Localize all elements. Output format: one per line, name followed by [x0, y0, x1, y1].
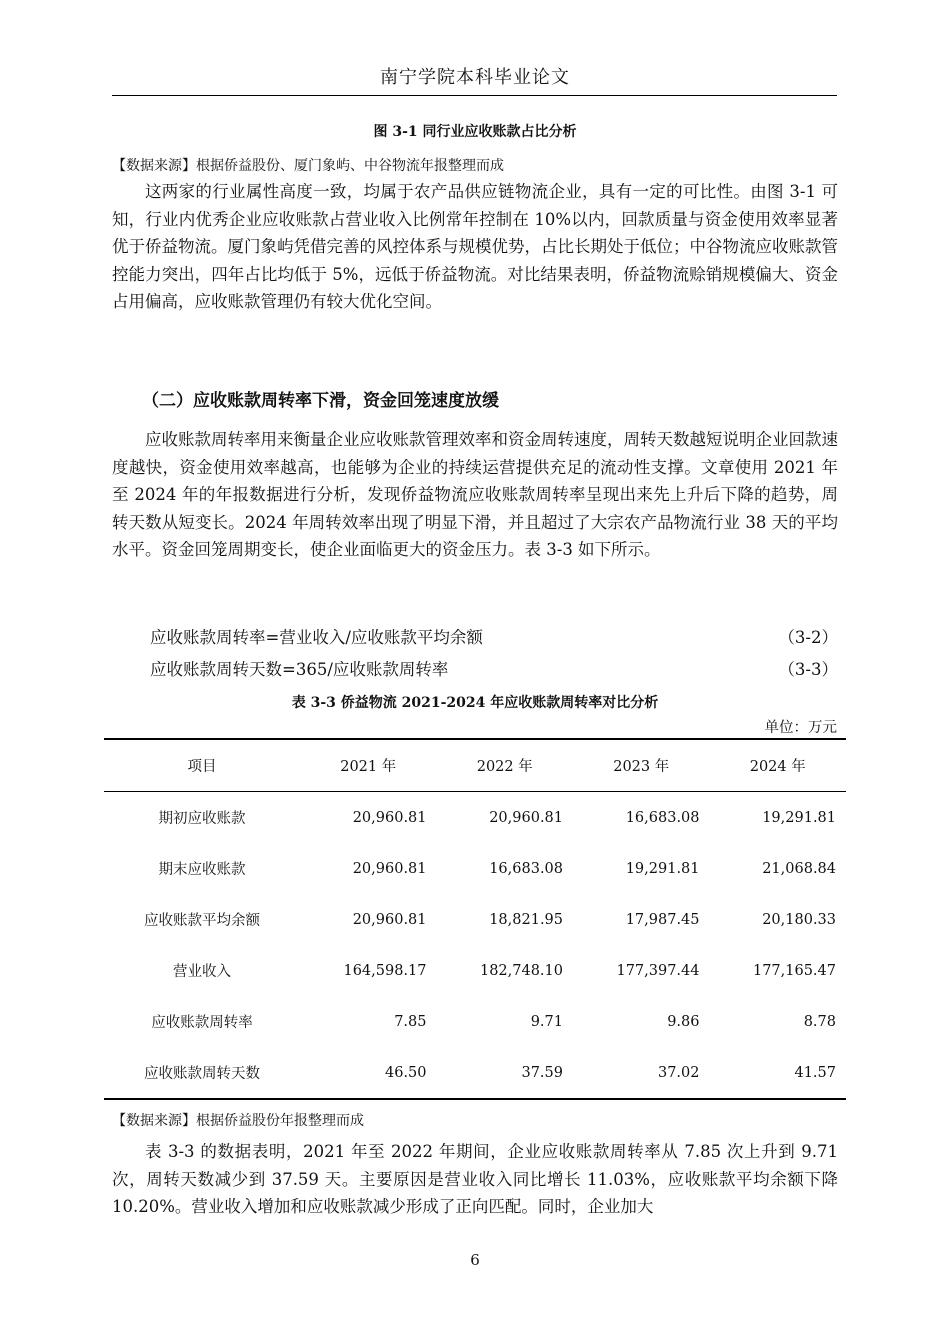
- table-cell: 17,987.45: [625, 911, 700, 928]
- turnover-table: [104, 738, 846, 1100]
- table-row: [104, 1047, 846, 1099]
- table-cell: 20,960.81: [352, 809, 427, 826]
- table-cell: 37.59: [521, 1064, 563, 1081]
- page-header-title: 南宁学院本科毕业论文: [380, 67, 570, 88]
- table-header-year: 2023 年: [573, 739, 710, 792]
- row-label: 期初应收账款: [158, 811, 246, 827]
- table-cell: 20,960.81: [352, 860, 427, 877]
- paragraph-comparison: 这两家的行业属性高度一致，均属于农产品供应链物流企业，具有一定的可比性。由图 3-1 可知，行业内优秀企业应收账款占营业收入比例常年控制在 10%以内，回款质量与资金使用效率显著优于侨益物流。厦门象屿凭借完善的风控体系与规模优势，占比长期处于低位；中谷物流应收账款管控能力突出，四年占比均低于 5%，远低于侨益物流。对比结果表明，侨益物流赊销规模偏大、资金占用偏高，应收账款管理仍有较大优化空间。: [112, 182, 838, 311]
- table-cell: 8.78: [803, 1013, 836, 1030]
- formula-number-3-3: （3-3）: [778, 660, 838, 679]
- table-cell: 177,397.44: [616, 962, 700, 979]
- table-cell: 177,165.47: [752, 962, 836, 979]
- table-caption: 表 3-3 侨益物流 2021-2024 年应收账款周转率对比分析: [291, 695, 659, 711]
- row-label: 营业收入: [173, 964, 231, 980]
- table-cell: 37.02: [657, 1064, 700, 1081]
- table-cell: 9.86: [667, 1013, 700, 1030]
- table-header-year: 2021 年: [300, 739, 437, 792]
- table-cell: 19,291.81: [762, 809, 836, 826]
- row-label: 应收账款平均余额: [144, 913, 260, 929]
- formula-turnover-days: 应收账款周转天数=365/应收账款周转率: [150, 660, 449, 679]
- figure-caption: 图 3-1 同行业应收账款占比分析: [373, 124, 577, 140]
- table-cell: 164,598.17: [343, 962, 427, 979]
- formula-number-3-2: （3-2）: [778, 628, 838, 647]
- row-label: 应收账款周转率: [151, 1015, 253, 1031]
- row-label: 期末应收账款: [158, 862, 246, 878]
- header-divider: [112, 95, 837, 96]
- table-cell: 7.85: [394, 1013, 427, 1030]
- table-source-note: 【数据来源】根据侨益股份年报整理而成: [112, 1113, 364, 1129]
- table-header-year: 2024 年: [710, 739, 847, 792]
- table-header-item: 项目: [104, 739, 300, 792]
- table-row: [104, 996, 846, 1047]
- paragraph-turnover-intro: 应收账款周转率用来衡量企业应收账款管理效率和资金周转速度，周转天数越短说明企业回款速度越快，资金使用效率越高，也能够为企业的持续运营提供充足的流动性支撑。文章使用 2021 年至 2024 年的年报数据进行分析，发现侨益物流应收账款周转率呈现出来先上升后下降的趋势，周转天数从短变长。2024 年周转效率出现了明显下滑，并且超过了大宗农产品物流行业 38 天的平均水平。资金回笼周期变长，使企业面临更大的资金压力。表 3-3 如下所示。: [112, 430, 838, 559]
- table-row: [104, 945, 846, 996]
- table-cell: 16,683.08: [625, 809, 700, 826]
- table-row: [104, 894, 846, 945]
- table-cell: 46.50: [384, 1064, 427, 1081]
- table-header-row: [104, 739, 846, 792]
- table-row: [104, 792, 846, 844]
- table-cell: 16,683.08: [489, 860, 563, 877]
- table-cell: 9.71: [530, 1013, 563, 1030]
- figure-source-note: 【数据来源】根据侨益股份、厦门象屿、中谷物流年报整理而成: [112, 158, 504, 174]
- section-heading: （二）应收账款周转率下滑，资金回笼速度放缓: [142, 391, 499, 411]
- table-header-year: 2022 年: [437, 739, 574, 792]
- table-cell: 20,960.81: [352, 911, 427, 928]
- table-unit: 单位：万元: [764, 720, 837, 736]
- table-row: [104, 843, 846, 894]
- table-cell: 19,291.81: [625, 860, 700, 877]
- paragraph-table-analysis: 表 3-3 的数据表明，2021 年至 2022 年期间，企业应收账款周转率从 7.85 次上升到 9.71 次，周转天数减少到 37.59 天。主要原因是营业收入同比增长 11.03%，应收账款平均余额下降 10.20%。营业收入增加和应收账款减少形成了正向匹配。同时，企业加大: [112, 1142, 838, 1216]
- table-cell: 20,180.33: [762, 911, 836, 928]
- table-cell: 18,821.95: [489, 911, 563, 928]
- table-cell: 20,960.81: [489, 809, 563, 826]
- formula-turnover-rate: 应收账款周转率=营业收入/应收账款平均余额: [150, 628, 483, 647]
- table-cell: 182,748.10: [479, 962, 563, 979]
- table-cell: 21,068.84: [762, 860, 836, 877]
- row-label: 应收账款周转天数: [144, 1066, 260, 1082]
- table-cell: 41.57: [794, 1064, 836, 1081]
- page-number: 6: [470, 1251, 480, 1269]
